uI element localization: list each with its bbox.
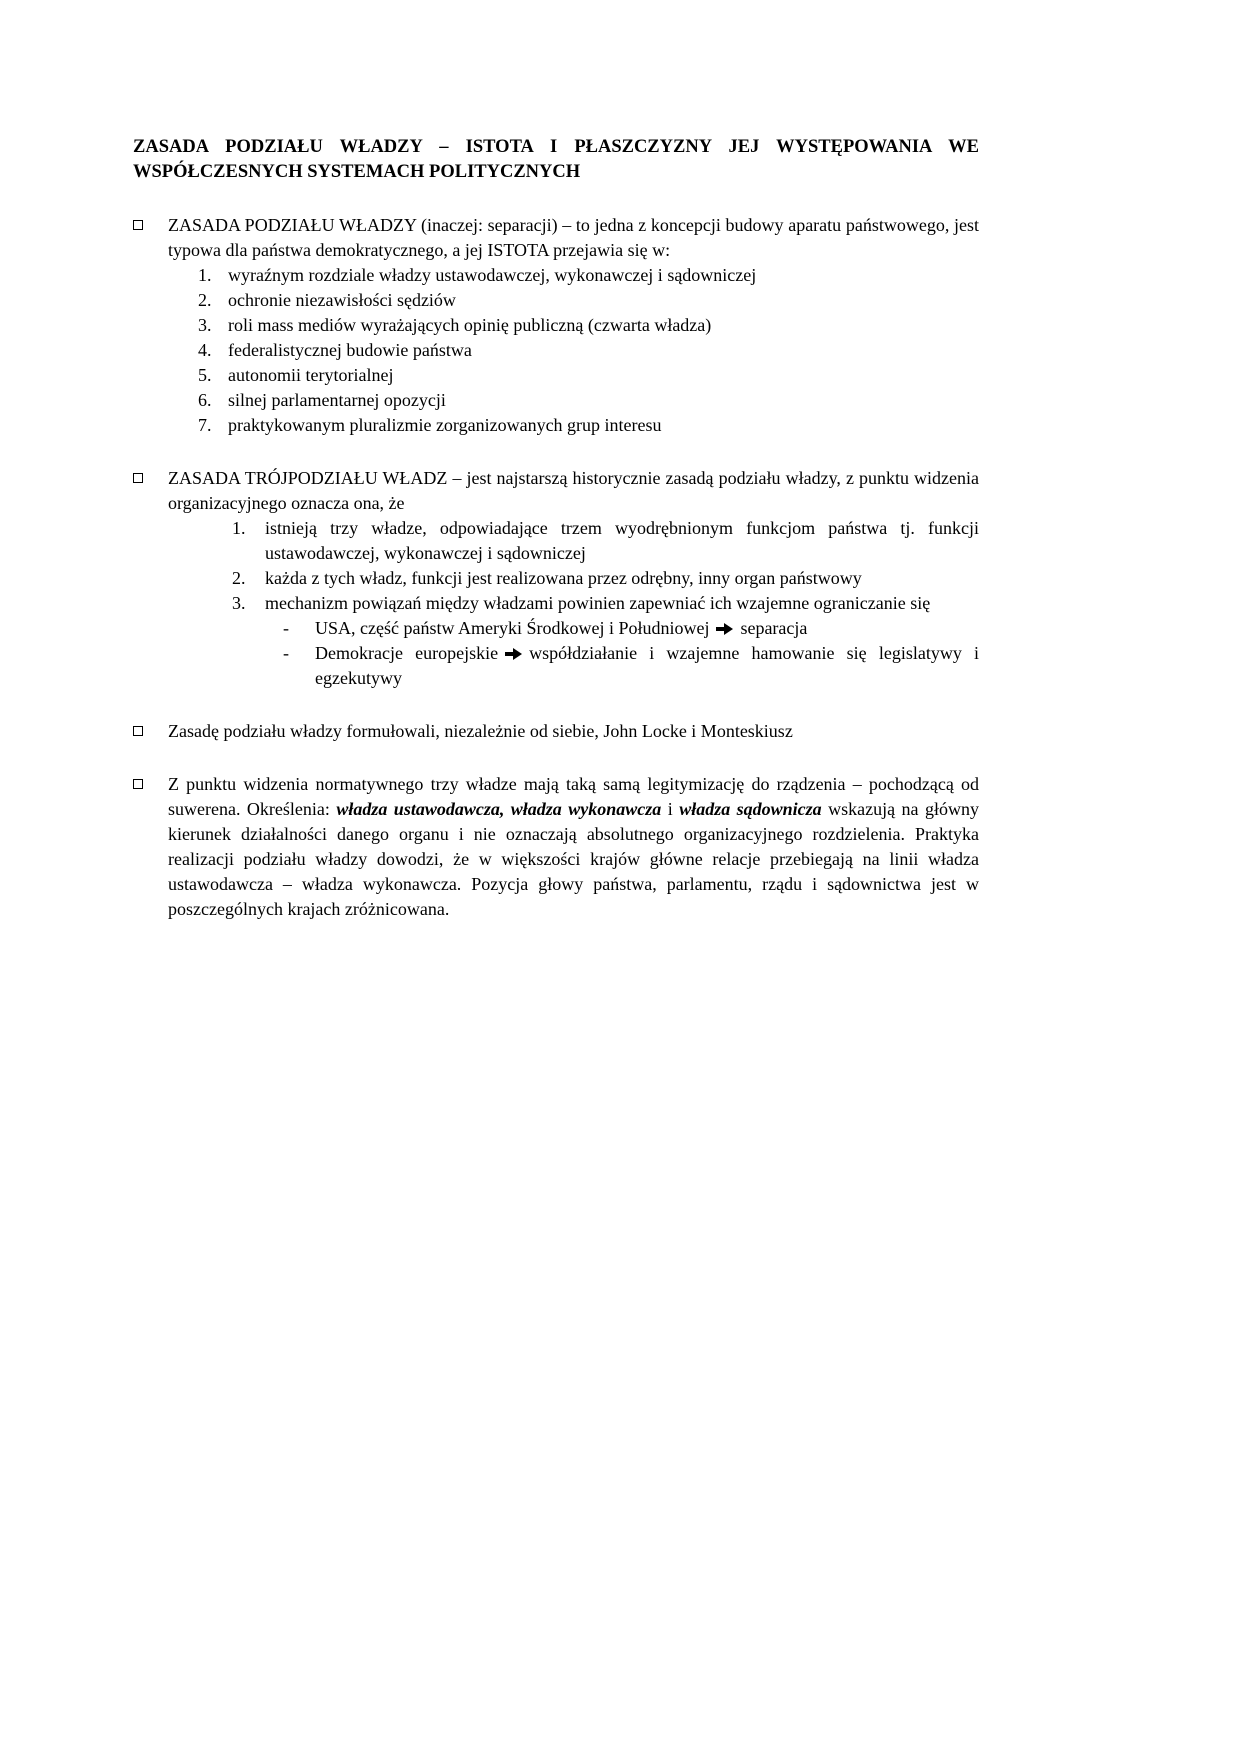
dash-text-post: separacja [740, 618, 808, 638]
list-number: 2. [232, 568, 246, 588]
list-text: ochronie niezawisłości sędziów [228, 290, 456, 310]
list-number: 6. [198, 390, 212, 410]
list-number: 1. [232, 518, 246, 538]
dash-text-post: współdziałanie i wzajemne hamowanie się legislatywy i egzekutywy [315, 643, 979, 688]
list-text: autonomii terytorialnej [228, 365, 394, 385]
dash-list [133, 616, 979, 691]
square-bullet-glyph [133, 779, 143, 789]
list-text: silnej parlamentarnej opozycji [228, 390, 446, 410]
paragraph-text: Z punktu widzenia normatywnego trzy władze mają taką samą legitymizację do rządzenia – pochodzącą od suwerena. Określenia: [168, 774, 979, 819]
list-item [198, 388, 979, 413]
list-number: 1. [198, 265, 212, 285]
dash-marker: - [283, 618, 289, 638]
list-number: 4. [198, 340, 212, 360]
list-number: 3. [232, 593, 246, 613]
list-number: 2. [198, 290, 212, 310]
dash-marker: - [283, 643, 289, 663]
list-item [198, 288, 979, 313]
emphasized-term: władza sądownicza [679, 799, 822, 819]
section-normative-view [133, 772, 979, 922]
list-text: roli mass mediów wyrażających opinię publiczną (czwarta władza) [228, 315, 712, 335]
list-text: istnieją trzy władze, odpowiadające trzem wyodrębnionym funkcjom państwa tj. funkcji ustawodawczej, wykonawczej i sądowniczej [265, 518, 979, 563]
list-item [198, 263, 979, 288]
list-text: mechanizm powiązań między władzami powinien zapewniać ich wzajemne ograniczanie się [265, 593, 931, 613]
square-bullet-icon [133, 772, 168, 922]
list-number: 3. [198, 315, 212, 335]
list-item [198, 338, 979, 363]
emphasized-term: władza ustawodawcza, władza wykonawcza [336, 799, 662, 819]
arrow-right-icon [716, 623, 733, 635]
square-bullet-icon [133, 213, 168, 263]
section-separation-principle [133, 213, 979, 438]
bullet-paragraph: Zasadę podziału władzy formułowali, niezależnie od siebie, John Locke i Monteskiusz [168, 721, 793, 741]
list-item [198, 363, 979, 388]
list-text: wyraźnym rozdziale władzy ustawodawczej, wykonawczej i sądowniczej [228, 265, 757, 285]
list-number: 5. [198, 365, 212, 385]
paragraph-text: wskazują na główny kierunek działalności danego organu i nie oznaczają absolutnego organizacyjnego rozdzielenia. Praktyka realizacji podziału władzy dowodzi, że w większości krajów główne relacje przebiegają na linii władza ustawodawcza – władza wykonawcza. Pozycja głowy państwa, parlamentu, rządu i sądownictwa jest w poszczególnych krajach zróżnicowana. [168, 799, 979, 919]
paragraph-text: i [661, 799, 680, 819]
bullet-item [133, 719, 979, 744]
list-item [198, 313, 979, 338]
numbered-list [133, 263, 979, 438]
list-item [232, 566, 979, 591]
bullet-item [133, 213, 979, 263]
bullet-paragraph [168, 772, 979, 922]
dash-item [283, 641, 979, 691]
arrow-right-icon [505, 648, 522, 660]
dash-item [283, 616, 979, 641]
dash-text [315, 641, 979, 691]
document-title: ZASADA PODZIAŁU WŁADZY – ISTOTA I PŁASZCZYZNY JEJ WYSTĘPOWANIA WE WSPÓŁCZESNYCH SYSTEMACH POLITYCZNYCH [133, 137, 979, 182]
list-text: każda z tych władz, funkcji jest realizowana przez odrębny, inny organ państwowy [265, 568, 862, 588]
section-tripartite-principle [133, 466, 979, 691]
numbered-list [133, 516, 979, 616]
dash-text-pre: USA, część państw Ameryki Środkowej i Południowej [315, 618, 710, 638]
square-bullet-icon [133, 466, 168, 516]
list-number: 7. [198, 415, 212, 435]
section-authors [133, 719, 979, 744]
bullet-paragraph: ZASADA PODZIAŁU WŁADZY (inaczej: separacji) – to jedna z koncepcji budowy aparatu państwowego, jest typowa dla państwa demokratycznego, a jej ISTOTA przejawia się w: [168, 215, 979, 260]
bullet-paragraph: ZASADA TRÓJPODZIAŁU WŁADZ – jest najstarszą historycznie zasadą podziału władzy, z punktu widzenia organizacyjnego oznacza ona, że [168, 468, 979, 513]
list-item [232, 516, 979, 566]
dash-text [315, 616, 979, 641]
list-item [232, 591, 979, 616]
dash-text-pre: Demokracje europejskie [315, 643, 499, 663]
square-bullet-icon [133, 719, 168, 744]
list-text: federalistycznej budowie państwa [228, 340, 472, 360]
square-bullet-glyph [133, 726, 143, 736]
bullet-item [133, 466, 979, 516]
square-bullet-glyph [133, 473, 143, 483]
list-text: praktykowanym pluralizmie zorganizowanych grup interesu [228, 415, 662, 435]
list-item [198, 413, 979, 438]
bullet-item [133, 772, 979, 922]
square-bullet-glyph [133, 220, 143, 230]
